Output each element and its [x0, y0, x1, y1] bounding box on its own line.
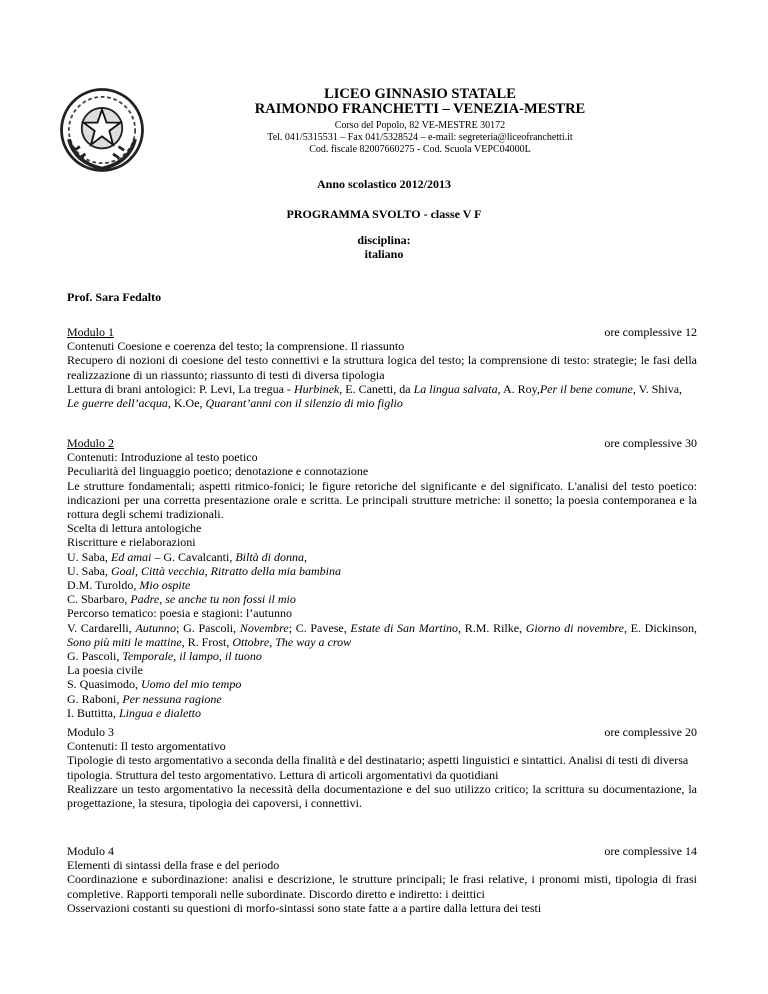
reading-line: U. Saba, Ed amai – G. Cavalcanti, Biltà di donna, [67, 549, 307, 564]
module-1 [67, 325, 697, 410]
module-line: Contenuti Coesione e coerenza del testo; la comprensione. Il riassunto [67, 339, 405, 354]
module-title: Modulo 4 [67, 844, 115, 858]
module-line: Le strutture fondamentali; aspetti ritmico-fonici; le figure retoriche del significante e del significato. L'analisi del testo poetico: indicazioni per una corretta presentazione orale e scritta. Le principali strutture metriche: il sonetto; la poesia contemporanea e la rottura degli schemi tradizionali. [67, 478, 697, 522]
module-hours: ore complessive 20 [604, 725, 697, 739]
module-4 [67, 844, 697, 915]
module-line: Contenuti: Introduzione al testo poetico [67, 450, 258, 465]
module-line: Riscritture e rielaborazioni [67, 535, 196, 550]
module-line: Realizzare un testo argomentativo la necessità della documentazione e del suo utilizzo critico; la scrittura su documentazione, la progettazione, la stesura, tipologia dei capoversi, i connettivi. [67, 781, 697, 811]
module-hours: ore complessive 30 [604, 436, 697, 450]
module-line: Peculiarità del linguaggio poetico; denotazione e connotazione [67, 464, 369, 479]
module-title: Modulo 3 [67, 725, 115, 739]
reading-line: U. Saba, Goal, Città vecchia, Ritratto della mia bambina [67, 563, 341, 578]
school-name-line1: LICEO GINNASIO STATALE [324, 86, 516, 102]
module-line: Osservazioni costanti su questioni di morfo-sintassi sono state fatte a a partire dalla lettura dei testi [67, 900, 542, 915]
reading-line: C. Sbarbaro, Padre, se anche tu non fossi il mio [67, 592, 296, 607]
module-title: Modulo 1 [67, 325, 115, 339]
module-line: Tipologie di testo argomentativo a seconda della finalità e del destinatario; aspetti linguistici e sintattici. Analisi di testi di diversa tipologia. Struttura del testo argomentativo. Lettura di articoli argomentativi da quotidiani [67, 753, 689, 782]
module-hours: ore complessive 12 [604, 325, 697, 339]
module-line: Recupero di nozioni di coesione del testo connettivi e la struttura logica del testo; la comprensione di testo: strategie; le fasi della realizzazione di un riassunto; riassunto di testi di diversa tipologia [67, 353, 697, 382]
school-year: Anno scolastico 2012/2013 [316, 177, 451, 191]
reading-line: I. Buttitta, Lingua e dialetto [67, 705, 201, 720]
module-line: Scelta di lettura antologiche [67, 521, 202, 536]
reading-line: D.M. Turoldo, Mio ospite [67, 578, 191, 593]
reading-line: G. Pascoli, Temporale, il lampo, il tuono [67, 649, 262, 664]
school-address: Corso del Popolo, 82 VE-MESTRE 30172 [334, 120, 506, 131]
module-line: Coordinazione e subordinazione: analisi e descrizione, le strutture principali; le frasi relative, i pronomi misti, tipologia di frasi completive. Rapporti temporali nelle subordinate. Discordo diretto e indiretto: i deittici [67, 872, 697, 901]
module-title: Modulo 2 [67, 436, 115, 450]
school-name-line2: RAIMONDO FRANCHETTI – VENEZIA-MESTRE [254, 101, 586, 117]
module-line: Elementi di sintassi della frase e del periodo [67, 858, 280, 873]
discipline-name: italiano [364, 247, 404, 261]
reading-line: G. Raboni, Per nessuna ragione [67, 691, 222, 706]
italian-republic-emblem-icon [56, 84, 148, 176]
module-hours: ore complessive 14 [604, 844, 697, 858]
discipline-label: disciplina: [357, 233, 411, 247]
reading-line: S. Quasimodo, Uomo del mio tempo [67, 677, 242, 692]
program-title: PROGRAMMA SVOLTO - classe V F [286, 207, 482, 221]
module-line: Percorso tematico: poesia e stagioni: l’autunno [67, 606, 292, 621]
module-2 [67, 436, 697, 720]
reading-line: V. Cardarelli, Autunno; G. Pascoli, Novembre; C. Pavese, Estate di San Martino, R.M. Rilke, Giorno di novembre, E. Dickinson, Sono più miti le mattine, R. Frost, Ottobre, The way a crow [67, 620, 697, 649]
module-readings: Lettura di brani antologici: P. Levi, La tregua - Hurbinek, E. Canetti, da La lingua salvata, A. Roy,Per il bene comune, V. Shiva, Le guerre dell’acqua, K.Oe, Quarant’anni con il silenzio di mio figlio [67, 381, 683, 411]
module-3 [67, 725, 697, 810]
module-line: Contenuti: Il testo argomentativo [67, 739, 226, 754]
school-codes: Cod. fiscale 82007660275 - Cod. Scuola VEPC04000L [309, 144, 531, 155]
module-line: La poesia civile [67, 663, 143, 678]
teacher-name: Prof. Sara Fedalto [67, 290, 162, 304]
school-contacts: Tel. 041/5315531 – Fax 041/5328524 – e-mail: segreteria@liceofranchetti.it [267, 132, 573, 143]
